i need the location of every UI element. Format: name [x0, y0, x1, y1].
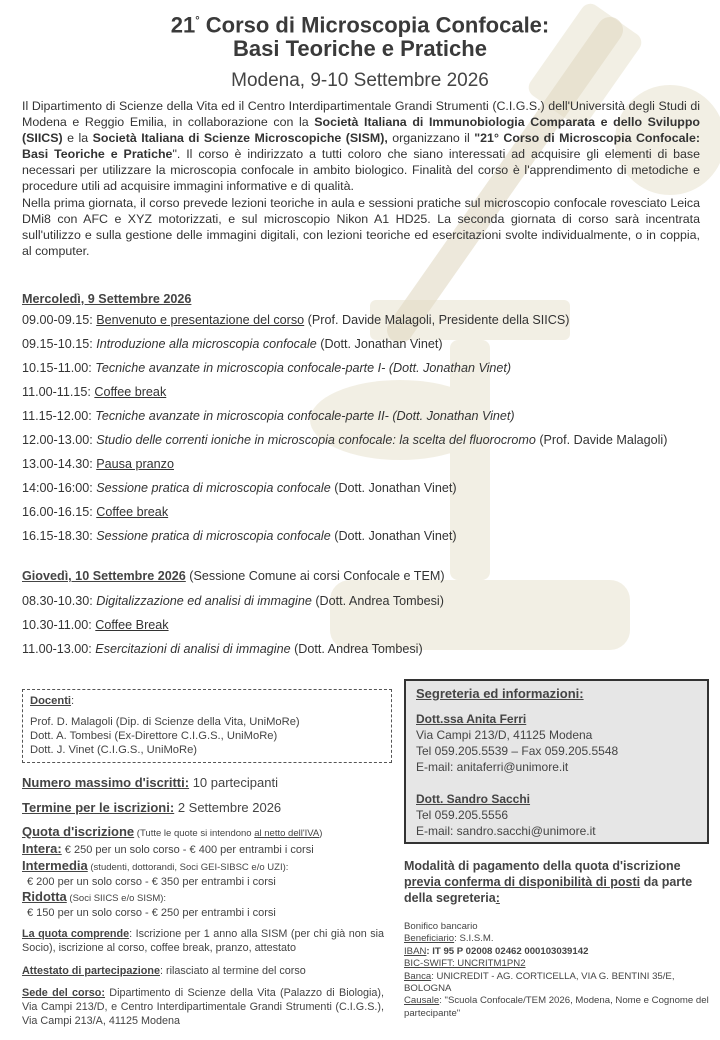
- docenti-box: Docenti: Prof. D. Malagoli (Dip. di Scienze della Vita, UniMoRe) Dott. A. Tombesi (Ex-Direttore C.I.G.S., UniMoRe) Dott. J. Vinet (C.I.G.S., UniMoRe): [22, 689, 392, 763]
- schedule-time: 09.15-10.15:: [22, 337, 97, 351]
- schedule-row: [22, 433, 667, 447]
- docente-item: Prof. D. Malagoli (Dip. di Scienze della Vita, UniMoRe): [30, 716, 300, 728]
- quota-intermedia-value: € 200 per un solo corso - € 350 per entrambi i corsi: [27, 876, 276, 888]
- contact1-phone: Tel 059.205.5539 – Fax 059.205.5548: [416, 744, 619, 758]
- quota-heading: Quota d'iscrizione (Tutte le quote si intendono al netto dell'IVA): [22, 824, 323, 839]
- schedule-time: 11.15-12.00:: [22, 409, 96, 423]
- schedule-speaker: (Dott. Andrea Tombesi): [290, 642, 423, 656]
- schedule-time: 11.00-11.15:: [22, 385, 95, 399]
- schedule-speaker: (Dott. Andrea Tombesi): [311, 594, 444, 608]
- schedule-title: Esercitazioni di analisi di immagine: [95, 642, 291, 656]
- schedule-row: [22, 409, 515, 423]
- day2-heading: Giovedì, 10 Settembre 2026 (Sessione Comune ai corsi Confocale e TEM): [22, 569, 445, 583]
- schedule-time: 12.00-13.00:: [22, 433, 97, 447]
- schedule-time: 16.15-18.30:: [22, 529, 97, 543]
- schedule-row: [22, 618, 169, 632]
- quota-intera: Intera: € 250 per un solo corso - € 400 per entrambi i corsi: [22, 841, 314, 856]
- schedule-title: Pausa pranzo: [96, 457, 174, 471]
- schedule-row: [22, 529, 457, 543]
- intro-paragraph-1: Il Dipartimento di Scienze della Vita ed il Centro Interdipartimentale Grandi Strumenti (C.I.G.S.) dell'Università degli Studi di Modena e Reggio Emilia, in collaborazione con la Società Italiana di Immunobiologia Comparata e dello Sviluppo (SIICS) e la Società Italiana di Scienze Microscopiche (SISM), organizzano il "21° Corso di Microscopia Confocale: Basi Teoriche e Pratiche". Il corso è indirizzato a tutti coloro che siano interessati ad acquisire gli elementi di base necessari per utilizzare la microscopia confocale in ambito biologico. Finalità del corso è l'apprendimento di metodiche e procedure utili ad acquisire immagini informative e di qualità.: [22, 99, 700, 194]
- payment-bic: BIC-SWIFT: UNCRITM1PN2: [404, 958, 526, 970]
- schedule-speaker: (Prof. Davide Malagoli): [535, 433, 668, 447]
- intro-paragraph-2: Nella prima giornata, il corso prevede lezioni teoriche in aula e sessioni pratiche sul microscopio confocale rovesciato Leica DMi8 con AFC e XYZ motorizzati, e sul microscopio Nikon A1 HD25. La seconda giornata di corso sarà incentrata sull'utilizzo e sulla gestione delle immagini digitali, con lezioni teoriche ed esercitazioni svolte individualmente, o in coppia, al computer.: [22, 195, 700, 258]
- schedule-title: Coffee break: [94, 385, 167, 399]
- payment-causale: Causale: "Scuola Confocale/TEM 2026, Modena, Nome e Cognome del partecipante": [404, 995, 709, 1019]
- contact1-address: Via Campi 213/D, 41125 Modena: [416, 728, 593, 742]
- schedule-time: 10.15-11.00:: [22, 361, 96, 375]
- schedule-title: Benvenuto e presentazione del corso: [96, 313, 305, 327]
- payment-method: Bonifico bancario: [404, 921, 478, 932]
- contact2-email[interactable]: E-mail: sandro.sacchi@unimore.it: [416, 824, 596, 838]
- payment-beneficiary: Beneficiario: S.I.S.M.: [404, 933, 494, 945]
- schedule-title: Sessione pratica di microscopia confocale: [96, 481, 331, 495]
- segreteria-heading: Segreteria ed informazioni:: [416, 686, 584, 701]
- max-participants: Numero massimo d'iscritti: 10 partecipanti: [22, 775, 278, 790]
- schedule-speaker: (Dott. Jonathan Vinet): [330, 529, 457, 543]
- schedule-row: [22, 313, 569, 327]
- schedule-time: 10.30-11.00:: [22, 618, 96, 632]
- page-subtitle: Modena, 9-10 Settembre 2026: [231, 70, 489, 91]
- payment-bank: Banca: UNICREDIT - AG. CORTICELLA, VIA G. BENTINI 35/E, BOLOGNA: [404, 970, 675, 995]
- certificate-info: Attestato di partecipazione: rilasciato al termine del corso: [22, 965, 306, 977]
- schedule-title: Coffee Break: [95, 618, 169, 632]
- schedule-row: [22, 385, 166, 399]
- payment-iban: IBAN: IT 95 P 02008 02462 000103039142: [404, 945, 589, 957]
- schedule-speaker: (Prof. Davide Malagoli, Presidente della SIICS): [304, 313, 570, 327]
- registration-deadline: Termine per le iscrizioni: 2 Settembre 2026: [22, 800, 282, 815]
- schedule-title: Coffee break: [96, 505, 169, 519]
- contact2-phone: Tel 059.205.5556: [416, 808, 509, 822]
- schedule-title: Introduzione alla microscopia confocale: [96, 337, 317, 351]
- schedule-title: Sessione pratica di microscopia confocale: [96, 529, 331, 543]
- contact2-name: Dott. Sandro Sacchi: [416, 792, 531, 806]
- page-title: 21° Corso di Microscopia Confocale:: [170, 12, 550, 38]
- schedule-row: [22, 457, 174, 471]
- schedule-title: Tecniche avanzate in microscopia confocale-parte II- (Dott. Jonathan Vinet): [95, 409, 515, 423]
- schedule-row: [22, 642, 423, 656]
- quota-includes: La quota comprende: Iscrizione per 1 anno alla SISM (per chi già non sia Socio), iscrizione al corso, coffee break, pranzo, attestato: [22, 928, 384, 954]
- schedule-row: [22, 505, 168, 519]
- schedule-time: 09.00-09.15:: [22, 313, 97, 327]
- schedule-title: Tecniche avanzate in microscopia confocale-parte I- (Dott. Jonathan Vinet): [95, 361, 512, 375]
- docente-item: Dott. J. Vinet (C.I.G.S., UniMoRe): [30, 744, 198, 756]
- payment-details: [404, 921, 709, 1020]
- docente-item: Dott. A. Tombesi (Ex-Direttore C.I.G.S., UniMoRe): [30, 730, 278, 742]
- schedule-row: [22, 337, 443, 351]
- schedule-time: 16.00-16.15:: [22, 505, 97, 519]
- schedule-title: Digitalizzazione ed analisi di immagine: [96, 594, 312, 608]
- segreteria-box: [404, 679, 709, 844]
- page-title-line2: Basi Teoriche e Pratiche: [233, 36, 487, 61]
- schedule-title: Studio delle correnti ioniche in microscopia confocale: la scelta del fluorocromo: [96, 433, 536, 447]
- contact1-name: Dott.ssa Anita Ferri: [416, 712, 527, 726]
- schedule-speaker: (Dott. Jonathan Vinet): [316, 337, 443, 351]
- schedule-time: 11.00-13.00:: [22, 642, 96, 656]
- schedule-row: [22, 594, 444, 608]
- docenti-heading: Docenti: [30, 695, 72, 707]
- day1-heading: Mercoledì, 9 Settembre 2026: [22, 292, 192, 306]
- payment-title: Modalità di pagamento della quota d'iscrizione previa conferma di disponibilità di posti da parte della segreteria:: [404, 859, 693, 905]
- schedule-time: 13.00-14.30:: [22, 457, 97, 471]
- schedule-row: [22, 361, 511, 375]
- course-venue: Sede del corso: Dipartimento di Scienze della Vita (Palazzo di Biologia), Via Campi 213/D, e Centro Interdipartimentale Grandi Strumenti (C.I.G.S.), Via Campi 213/A, 41125 Modena: [22, 987, 384, 1027]
- quota-ridotta-value: € 150 per un solo corso - € 250 per entrambi i corsi: [27, 907, 276, 919]
- intro-text: [22, 98, 700, 259]
- quota-intermedia: Intermedia (studenti, dottorandi, Soci GEI-SIBSC e/o UZI):: [22, 858, 289, 873]
- quota-ridotta: Ridotta (Soci SIICS e/o SISM):: [22, 889, 167, 904]
- schedule-time: 14:00-16:00:: [22, 481, 97, 495]
- contact1-email[interactable]: E-mail: anitaferri@unimore.it: [416, 760, 569, 774]
- schedule-row: [22, 481, 457, 495]
- schedule-time: 08.30-10.30:: [22, 594, 97, 608]
- schedule-speaker: (Dott. Jonathan Vinet): [330, 481, 457, 495]
